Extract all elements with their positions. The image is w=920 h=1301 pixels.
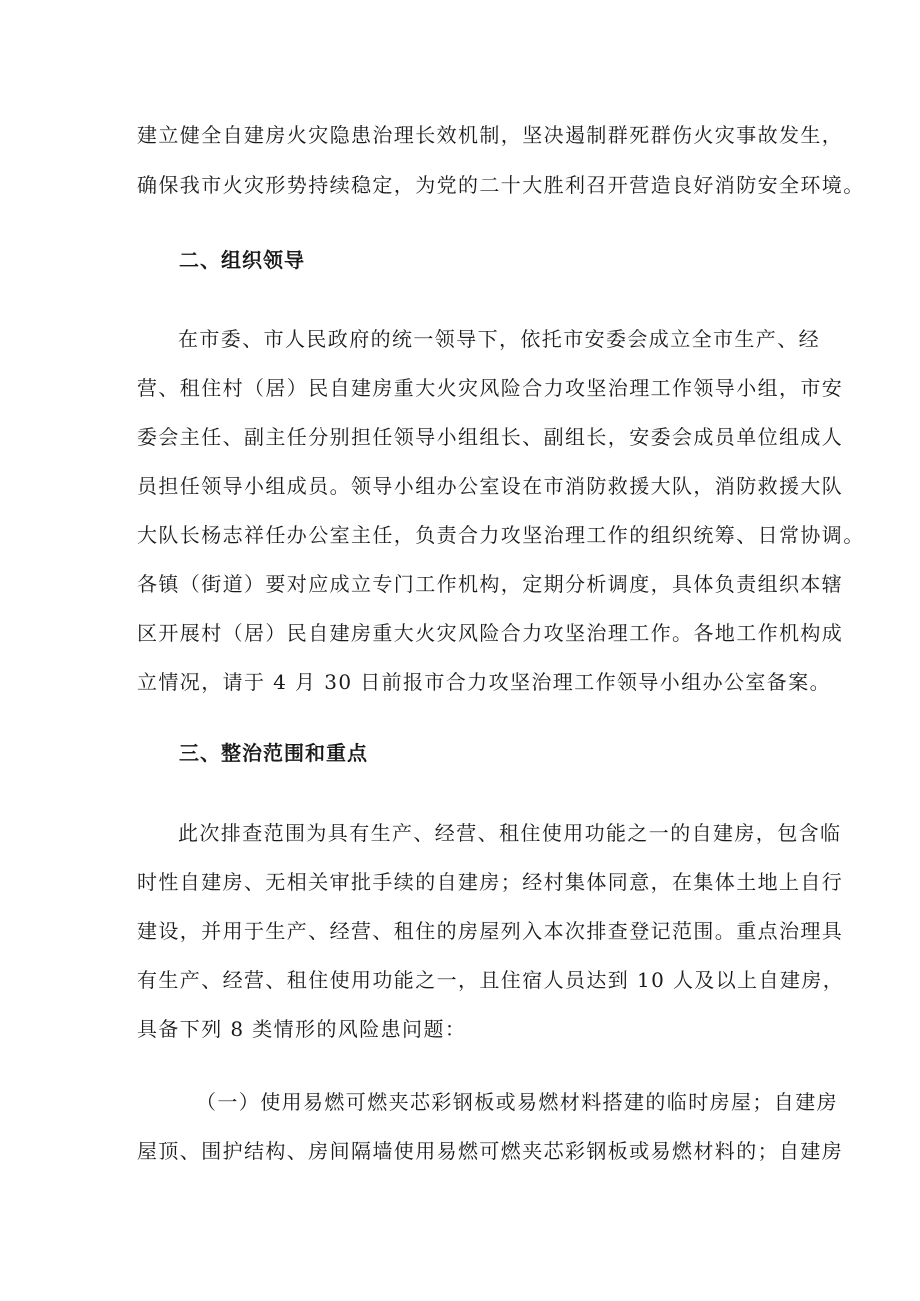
paragraph-line: 屋顶、围护结构、房间隔墙使用易燃可燃夹芯彩钢板或易燃材料的；自建房 — [137, 1139, 844, 1163]
paragraph-line: 各镇（街道）要对应成立专门工作机构，定期分析调度，具体负责组织本辖 — [137, 572, 844, 596]
section-heading: 三、整治范围和重点 — [179, 741, 368, 765]
section-heading: 二、组织领导 — [179, 248, 305, 272]
paragraph-line: 大队长杨志祥任办公室主任，负责合力攻坚治理工作的组织统筹、日常协调。 — [137, 523, 865, 547]
paragraph-line: 此次排查范围为具有生产、经营、租住使用功能之一的自建房，包含临 — [178, 821, 842, 845]
paragraph-line: （一）使用易燃可燃夹芯彩钢板或易燃材料搭建的临时房屋；自建房 — [196, 1090, 838, 1114]
paragraph-line: 时性自建房、无相关审批手续的自建房；经村集体同意，在集体土地上自行 — [137, 870, 844, 894]
paragraph-line: 立情况，请于 4 月 30 日前报市合力攻坚治理工作领导小组办公室备案。 — [137, 670, 832, 694]
paragraph-line: 建设，并用于生产、经营、租住的房屋列入本次排查登记范围。重点治理具 — [137, 919, 844, 943]
paragraph-line: 营、租住村（居）民自建房重大火灾风险合力攻坚治理工作领导小组，市安 — [137, 376, 844, 400]
paragraph-line: 在市委、市人民政府的统一领导下，依托市安委会成立全市生产、经 — [178, 327, 820, 351]
paragraph-line: 委会主任、副主任分别担任领导小组组长、副组长，安委会成员单位组成人 — [137, 425, 844, 449]
paragraph-line: 建立健全自建房火灾隐患治理长效机制，坚决遏制群死群伤火灾事故发生， — [137, 123, 844, 147]
paragraph-line: 确保我市火灾形势持续稳定，为党的二十大胜利召开营造良好消防安全环境。 — [137, 173, 865, 197]
paragraph-line: 有生产、经营、租住使用功能之一，且住宿人员达到 10 人及以上自建房， — [137, 968, 845, 992]
paragraph-line: 具备下列 8 类情形的风险患问题： — [137, 1017, 467, 1041]
paragraph-line: 员担任领导小组成员。领导小组办公室设在市消防救援大队，消防救援大队 — [137, 474, 844, 498]
paragraph-line: 区开展村（居）民自建房重大火灾风险合力攻坚治理工作。各地工作机构成 — [137, 621, 844, 645]
